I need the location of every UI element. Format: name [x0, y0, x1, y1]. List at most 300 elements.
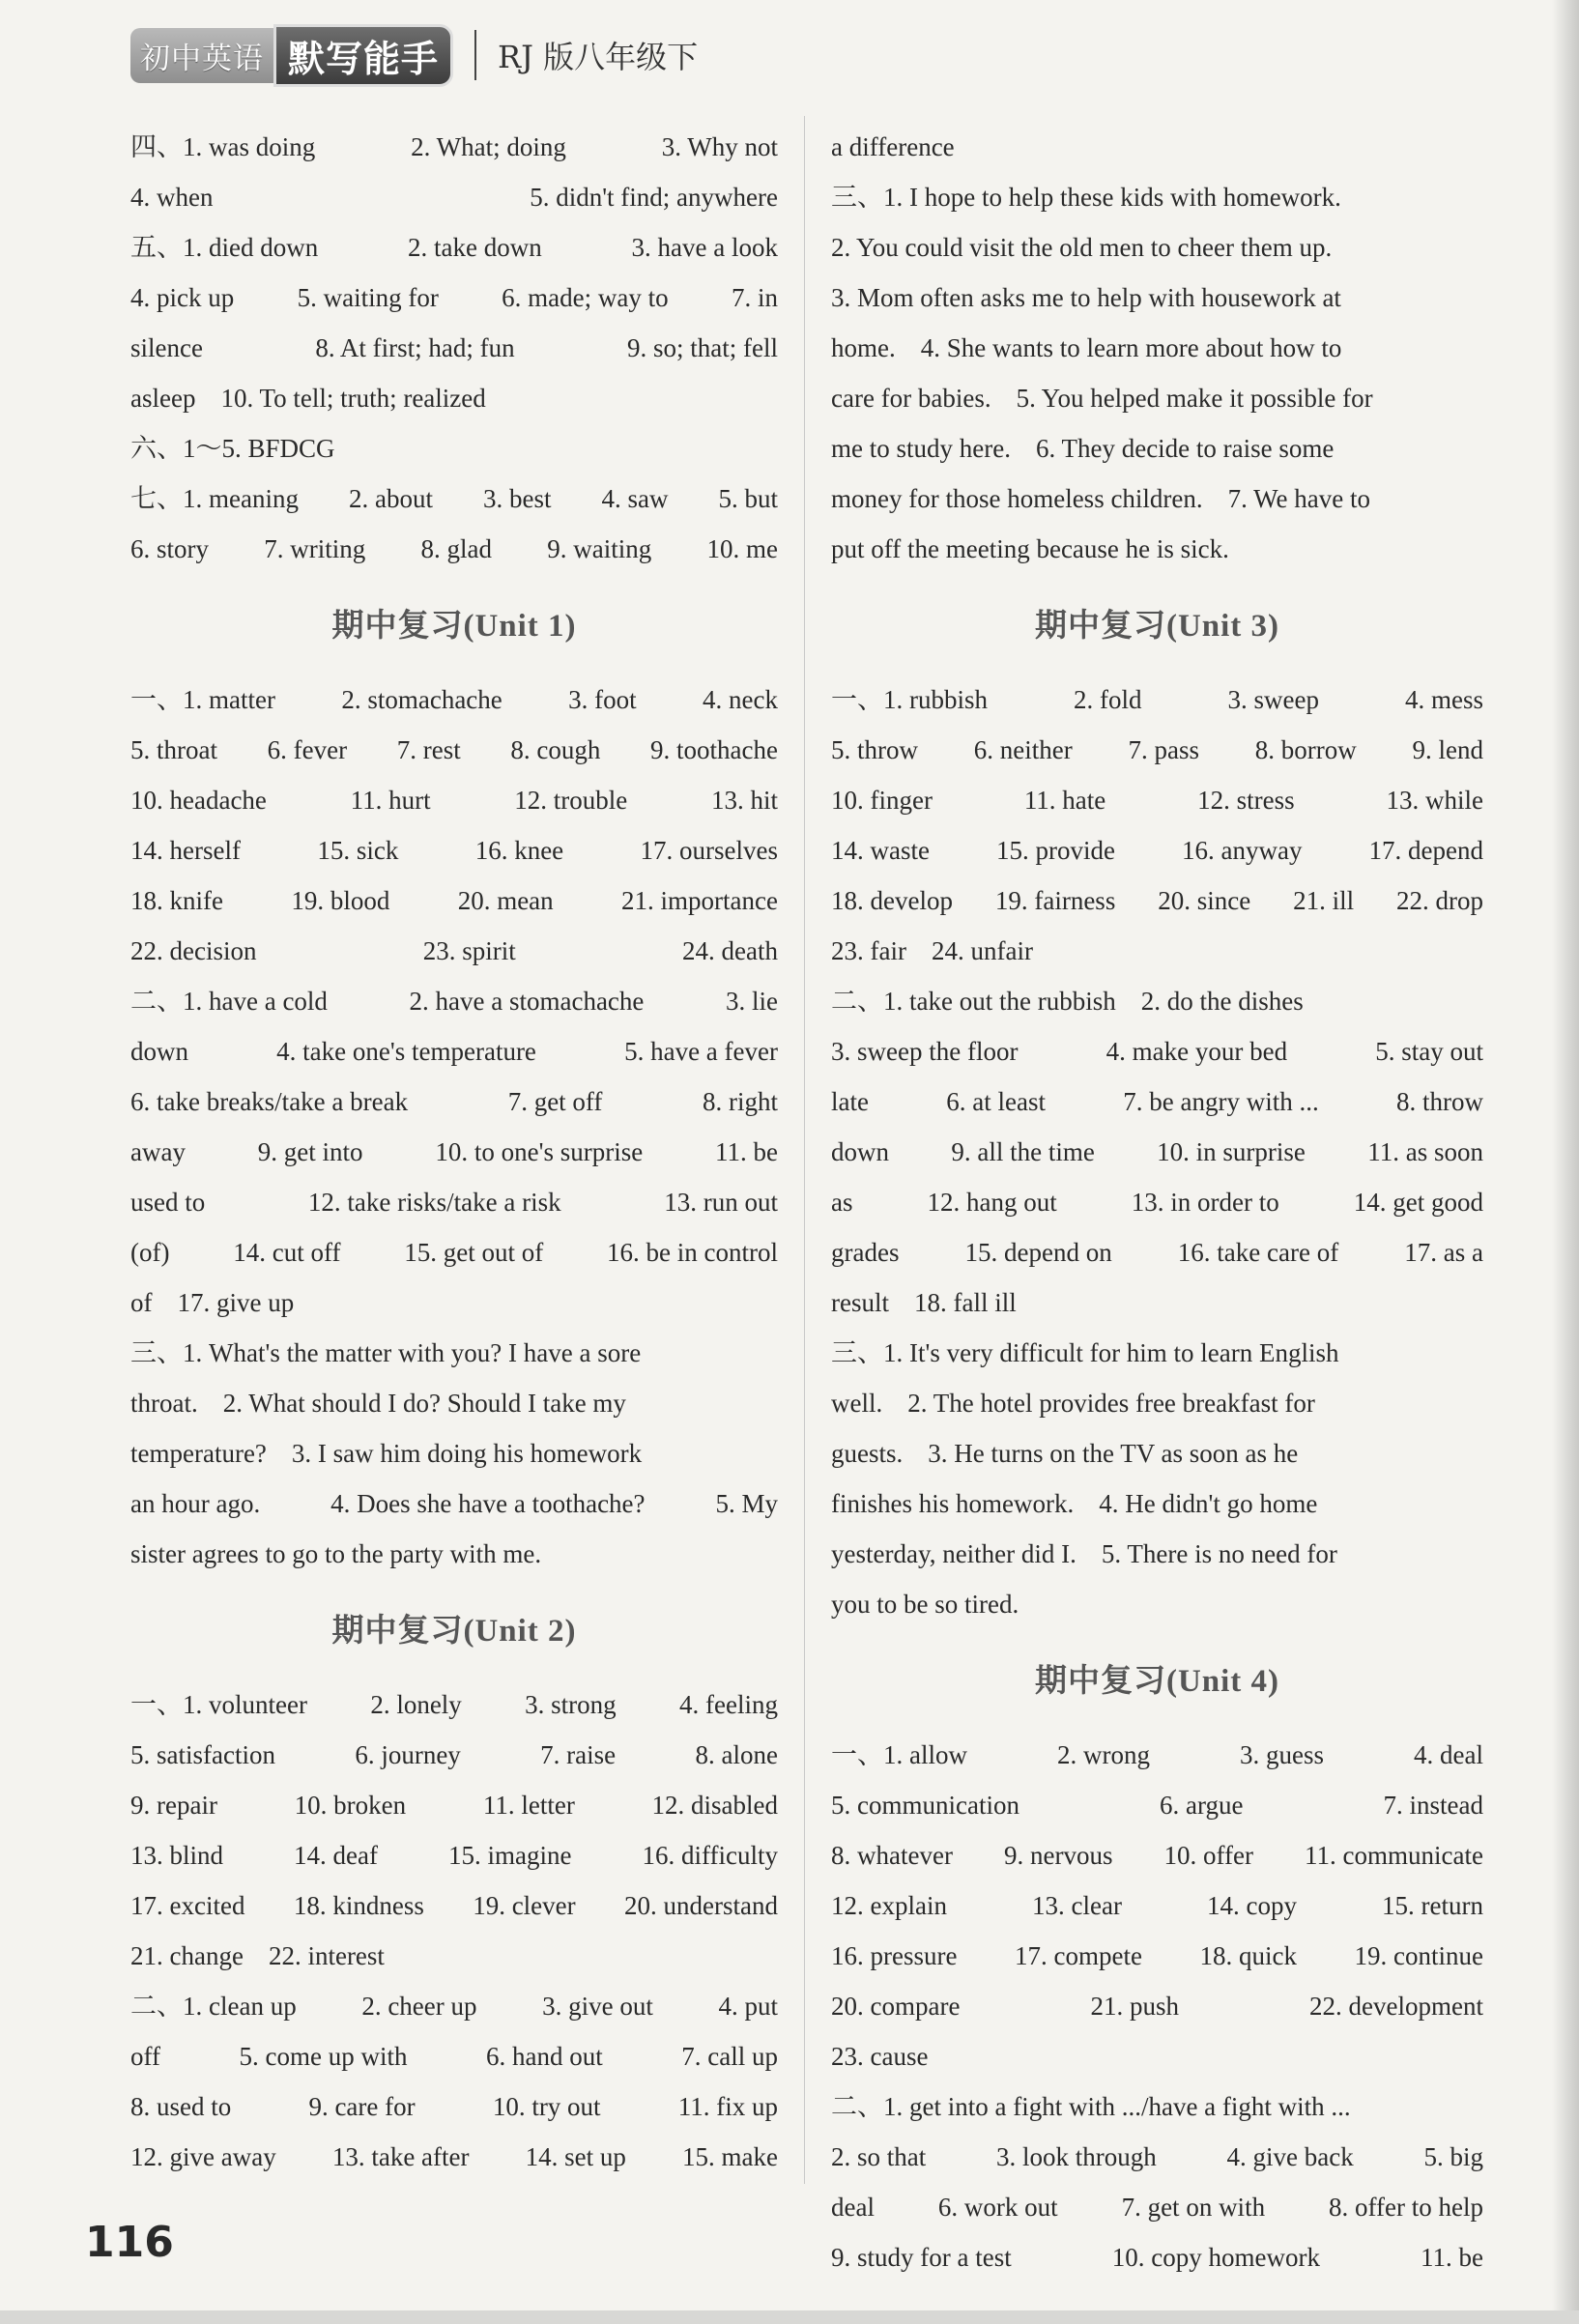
answer-line — [130, 2031, 778, 2081]
answer-item: 8. used to — [130, 2092, 232, 2121]
answer-item: 22. drop — [1395, 886, 1483, 915]
answer-line — [831, 1730, 1483, 1780]
answer-line — [130, 1679, 778, 1730]
answer-item: you to be so tired. — [831, 1590, 1019, 1619]
answer-item: 6. neither — [973, 735, 1073, 764]
answer-item: 三、1. What's the matter with you? I have a sore — [130, 1338, 642, 1367]
answer-item: 13. in order to — [1131, 1188, 1279, 1217]
answer-item: 2. so that — [831, 2142, 927, 2171]
answer-item: 5. throw — [831, 735, 918, 764]
answer-item: 22. interest — [268, 1941, 385, 1970]
answer-item: 2. The hotel provides free breakfast for — [907, 1389, 1315, 1418]
answer-line — [130, 725, 778, 775]
answer-item: 16. knee — [474, 836, 564, 865]
answer-item: 20. compare — [831, 1992, 961, 2021]
answer-line — [130, 423, 778, 473]
answer-item: 4. make your bed — [1105, 1037, 1288, 1066]
answer-item: 15. make — [682, 2142, 778, 2171]
answer-item: 18. fall ill — [914, 1288, 1017, 1317]
answer-item: down — [831, 1137, 889, 1166]
answer-item: 6. made; way to — [502, 283, 669, 312]
answer-item: 4. take one's temperature — [276, 1037, 536, 1066]
answer-line — [831, 373, 1483, 423]
answer-line — [831, 1428, 1483, 1478]
answer-item: 六、1～5. BFDCG — [130, 434, 335, 463]
answer-item: 14. set up — [525, 2142, 626, 2171]
answer-line — [130, 323, 778, 373]
answer-line — [831, 423, 1483, 473]
answer-item: 8. offer to help — [1329, 2193, 1483, 2222]
answer-item: 8. At first; had; fun — [315, 333, 515, 362]
answer-item: 9. study for a test — [831, 2243, 1012, 2272]
answer-line — [130, 875, 778, 926]
answer-item: 19. blood — [291, 886, 390, 915]
answer-item: 12. trouble — [514, 786, 628, 815]
answer-line — [831, 1529, 1483, 1579]
answer-item: 7. get on with — [1121, 2193, 1266, 2222]
answer-item: 2. about — [348, 484, 433, 513]
answer-item: 11. fix up — [677, 2092, 778, 2121]
answer-item: temperature? — [130, 1439, 267, 1468]
answer-item: 四、1. was doing — [130, 132, 316, 161]
answer-line — [831, 473, 1483, 524]
answer-item: 11. hate — [1023, 786, 1106, 815]
answer-item: 9. nervous — [1003, 1841, 1113, 1870]
answer-item: silence — [130, 333, 203, 362]
answer-item: 13. blind — [130, 1841, 224, 1870]
answer-item: 5. but — [718, 484, 778, 513]
answer-line — [130, 926, 778, 976]
answer-item: 3. look through — [996, 2142, 1157, 2171]
answer-line — [831, 2031, 1483, 2081]
answer-line — [130, 1931, 778, 1981]
answer-item: money for those homeless children. — [831, 484, 1203, 513]
answer-item: 一、1. matter — [130, 685, 275, 714]
answer-item: guests. — [831, 1439, 904, 1468]
answer-line — [130, 825, 778, 875]
answer-line — [831, 1328, 1483, 1378]
answer-item: 15. imagine — [448, 1841, 572, 1870]
answer-item: 5. You helped make it possible for — [1016, 384, 1373, 413]
answer-item: 7. raise — [540, 1740, 617, 1769]
page-edge-shadow — [1552, 0, 1579, 2324]
answer-item: 13. clear — [1032, 1891, 1122, 1920]
answer-line — [130, 1127, 778, 1177]
answer-line — [130, 1177, 778, 1227]
series-subject: 初中英语 — [130, 28, 273, 83]
answer-item: 22. decision — [130, 936, 257, 965]
answer-item: 18. knife — [130, 886, 223, 915]
heading-unit-2: 期中复习(Unit 2) — [331, 1614, 577, 1649]
answer-line — [831, 2232, 1483, 2282]
answer-item: used to — [130, 1188, 206, 1217]
answer-item: 16. difficulty — [642, 1841, 778, 1870]
answer-line — [130, 1428, 778, 1478]
answer-item: 9. waiting — [547, 534, 652, 563]
answer-item: 17. depend — [1368, 836, 1483, 865]
answer-item: well. — [831, 1389, 883, 1418]
answer-item: 4. deal — [1414, 1740, 1483, 1769]
section-unit-4 — [831, 1730, 1483, 2282]
header-divider — [474, 30, 476, 80]
answer-item: 4. pick up — [130, 283, 235, 312]
answer-item: 16. pressure — [831, 1941, 958, 1970]
answer-item: 15. sick — [317, 836, 399, 865]
answer-line — [130, 976, 778, 1026]
answer-item: 12. give away — [130, 2142, 276, 2171]
answer-line — [130, 1478, 778, 1529]
answer-item: 6. story — [130, 534, 209, 563]
answer-item: 7. get off — [507, 1087, 603, 1116]
answer-item: 三、1. It's very difficult for him to learn English — [831, 1338, 1339, 1367]
answer-line — [130, 473, 778, 524]
answer-item: 4. mess — [1404, 685, 1483, 714]
answer-item: 12. take risks/take a risk — [307, 1188, 561, 1217]
answer-line — [831, 1830, 1483, 1880]
answer-item: 7. be angry with ... — [1123, 1087, 1319, 1116]
answer-item: 5. waiting for — [297, 283, 439, 312]
answer-line — [831, 1981, 1483, 2031]
answer-item: 10. To tell; truth; realized — [220, 384, 486, 413]
answer-item: 5. have a fever — [624, 1037, 778, 1066]
answer-line — [130, 273, 778, 323]
answer-item: 17. excited — [130, 1891, 245, 1920]
answer-item: 13. while — [1386, 786, 1483, 815]
answer-item: 20. since — [1158, 886, 1251, 915]
answer-item: 9. so; that; fell — [627, 333, 778, 362]
answer-item: 11. as soon — [1367, 1137, 1483, 1166]
answer-item: 6. journey — [355, 1740, 461, 1769]
answer-item: 7. instead — [1383, 1791, 1483, 1820]
answer-item: 二、1. clean up — [130, 1992, 297, 2021]
answer-item: 3. best — [482, 484, 552, 513]
answer-item: 21. push — [1090, 1992, 1179, 2021]
answer-item: 15. return — [1382, 1891, 1483, 1920]
answer-item: 2. What; doing — [411, 132, 566, 161]
answer-item: 18. quick — [1199, 1941, 1297, 1970]
answer-item: 7. in — [731, 283, 778, 312]
answer-item: throat. — [130, 1389, 198, 1418]
answer-line — [831, 1880, 1483, 1931]
answer-item: 9. lend — [1412, 735, 1483, 764]
answer-item: 4. saw — [601, 484, 669, 513]
answer-item: result — [831, 1288, 889, 1317]
answer-line — [831, 2132, 1483, 2182]
answer-item: 3. Why not — [661, 132, 778, 161]
section-intro-right — [831, 122, 1483, 574]
answer-item: 4. when — [130, 183, 214, 212]
answer-item: 4. She wants to learn more about how to — [920, 333, 1342, 362]
answer-item: 2. You could visit the old men to cheer them up. — [831, 233, 1333, 262]
answer-line — [130, 1730, 778, 1780]
answer-item: an hour ago. — [130, 1489, 261, 1518]
page-header — [130, 21, 698, 89]
answer-line — [130, 1026, 778, 1076]
answer-item: 23. fair — [831, 936, 906, 965]
answer-line — [130, 1277, 778, 1328]
answer-item: finishes his homework. — [831, 1489, 1075, 1518]
answer-line — [831, 2081, 1483, 2132]
answer-item: 2. wrong — [1057, 1740, 1150, 1769]
answer-item: 10. copy homework — [1111, 2243, 1320, 2272]
section-unit-3 — [831, 674, 1483, 1629]
answer-line — [130, 2081, 778, 2132]
answer-line — [130, 1981, 778, 2031]
answer-item: 22. development — [1309, 1992, 1483, 2021]
answer-line — [831, 273, 1483, 323]
answer-item: 6. work out — [937, 2193, 1058, 2222]
answer-item: 10. try out — [492, 2092, 601, 2121]
answer-item: 7. writing — [264, 534, 366, 563]
answer-item: yesterday, neither did I. — [831, 1539, 1077, 1568]
answer-line — [831, 825, 1483, 875]
answer-item: 10. headache — [130, 786, 267, 815]
answer-item: 6. fever — [267, 735, 348, 764]
answer-item: 4. give back — [1226, 2142, 1354, 2171]
answer-line — [130, 122, 778, 172]
answer-line — [831, 2182, 1483, 2232]
answer-item: home. — [831, 333, 896, 362]
answer-item: 10. in surprise — [1157, 1137, 1306, 1166]
answer-item: 13. hit — [710, 786, 778, 815]
answer-line — [831, 1127, 1483, 1177]
answer-item: 13. take after — [331, 2142, 470, 2171]
answer-line — [831, 674, 1483, 725]
answer-item: 18. develop — [831, 886, 953, 915]
section-unit-1 — [130, 674, 778, 1579]
answer-item: 19. continue — [1354, 1941, 1483, 1970]
answer-item: 3. lie — [725, 987, 778, 1016]
answer-item: 3. I saw him doing his homework — [291, 1439, 643, 1468]
answer-item: 14. get good — [1353, 1188, 1483, 1217]
answer-line — [831, 976, 1483, 1026]
answer-item: 5. throat — [130, 735, 217, 764]
answer-item: me to study here. — [831, 434, 1011, 463]
answer-item: 19. clever — [473, 1891, 576, 1920]
answer-line — [130, 775, 778, 825]
answer-line — [831, 172, 1483, 222]
answer-item: 2. have a stomachache — [409, 987, 645, 1016]
answer-item: 24. unfair — [931, 936, 1033, 965]
answer-item: 3. guess — [1240, 1740, 1324, 1769]
answer-item: 10. offer — [1163, 1841, 1253, 1870]
answer-item: 14. herself — [130, 836, 241, 865]
answer-item: 11. be — [1421, 2243, 1483, 2272]
answer-item: 17. as a — [1404, 1238, 1483, 1267]
answer-line — [130, 1529, 778, 1579]
answer-item: away — [130, 1137, 186, 1166]
answer-item: off — [130, 2042, 160, 2071]
answer-item: 4. neck — [703, 685, 778, 714]
answer-line — [130, 1076, 778, 1127]
answer-item: 21. ill — [1293, 886, 1355, 915]
answer-item: as — [831, 1188, 853, 1217]
answer-item: 2. fold — [1074, 685, 1142, 714]
answer-item: put off the meeting because he is sick. — [831, 534, 1229, 563]
answer-line — [831, 323, 1483, 373]
answer-line — [130, 1227, 778, 1277]
answer-item: 8. borrow — [1254, 735, 1357, 764]
answer-item: 15. depend on — [964, 1238, 1112, 1267]
answer-line — [831, 875, 1483, 926]
answer-item: 24. death — [682, 936, 778, 965]
answer-item: late — [831, 1087, 869, 1116]
answer-line — [130, 1378, 778, 1428]
answer-item: 9. care for — [308, 2092, 416, 2121]
answer-item: 15. get out of — [404, 1238, 544, 1267]
column-divider — [804, 116, 805, 2184]
answer-item: 二、1. take out the rubbish — [831, 987, 1116, 1016]
answer-line — [831, 1579, 1483, 1629]
answer-item: 3. sweep — [1227, 685, 1319, 714]
answer-line — [130, 2132, 778, 2182]
answer-item: down — [130, 1037, 188, 1066]
answer-item: 2. lonely — [370, 1690, 462, 1719]
answer-item: 三、1. I hope to help these kids with homework. — [831, 183, 1341, 212]
answer-item: 五、1. died down — [130, 233, 319, 262]
series-title: 默写能手 — [273, 24, 453, 87]
answer-item: 7. call up — [681, 2042, 778, 2071]
answer-item: 13. run out — [664, 1188, 778, 1217]
answer-item: 5. My — [715, 1489, 778, 1518]
answer-item: 14. cut off — [233, 1238, 341, 1267]
heading-unit-4: 期中复习(Unit 4) — [1034, 1664, 1280, 1699]
answer-item: 21. change — [130, 1941, 244, 1970]
answer-item: 5. satisfaction — [130, 1740, 275, 1769]
answer-item: 11. hurt — [350, 786, 431, 815]
answer-line — [831, 926, 1483, 976]
answer-item: deal — [831, 2193, 875, 2222]
answer-line — [831, 1177, 1483, 1227]
answer-item: 12. stress — [1197, 786, 1295, 815]
answer-item: 3. He turns on the TV as soon as he — [928, 1439, 1299, 1468]
answer-item: 5. didn't find; anywhere — [530, 183, 778, 212]
answer-item: 10. broken — [294, 1791, 407, 1820]
answer-item: 3. foot — [568, 685, 637, 714]
answer-item: 18. kindness — [293, 1891, 424, 1920]
answer-item: 6. hand out — [485, 2042, 603, 2071]
answer-item: care for babies. — [831, 384, 991, 413]
answer-item: 10. me — [706, 534, 778, 563]
right-column — [831, 122, 1483, 2282]
answer-item: grades — [831, 1238, 900, 1267]
answer-item: 二、1. get into a fight with .../have a fight with ... — [831, 2092, 1351, 2121]
answer-line — [831, 1026, 1483, 1076]
answer-item: 11. be — [715, 1137, 778, 1166]
answer-item: 一、1. volunteer — [130, 1690, 307, 1719]
answer-line — [831, 1277, 1483, 1328]
answer-item: 12. disabled — [651, 1791, 778, 1820]
answer-line — [831, 1780, 1483, 1830]
answer-item: a difference — [831, 132, 955, 161]
answer-item: 4. He didn't go home — [1099, 1489, 1318, 1518]
answer-item: 15. provide — [996, 836, 1115, 865]
answer-item: 17. ourselves — [640, 836, 778, 865]
answer-item: 二、1. have a cold — [130, 987, 328, 1016]
answer-line — [130, 373, 778, 423]
answer-item: 2. take down — [408, 233, 542, 262]
answer-item: 7. We have to — [1227, 484, 1370, 513]
answer-item: 6. take breaks/take a break — [130, 1087, 409, 1116]
answer-item: 20. understand — [624, 1891, 778, 1920]
answer-item: 8. right — [703, 1087, 778, 1116]
answer-item: 9. get into — [257, 1137, 363, 1166]
answer-item: 20. mean — [457, 886, 554, 915]
answer-item: 14. deaf — [294, 1841, 378, 1870]
answer-item: 一、1. rubbish — [831, 685, 988, 714]
answer-item: 7. pass — [1128, 735, 1199, 764]
answer-item: 3. give out — [542, 1992, 653, 2021]
answer-item: 17. compete — [1014, 1941, 1142, 1970]
answer-item: 9. repair — [130, 1791, 217, 1820]
answer-line — [130, 674, 778, 725]
answer-line — [831, 122, 1483, 172]
answer-item: 19. fairness — [994, 886, 1116, 915]
answer-line — [831, 1478, 1483, 1529]
answer-line — [831, 775, 1483, 825]
left-column — [130, 122, 778, 2182]
series-logo — [130, 26, 453, 84]
answer-item: 10. to one's surprise — [435, 1137, 644, 1166]
answer-item: 2. do the dishes — [1140, 987, 1304, 1016]
answer-item: 6. They decide to raise some — [1035, 434, 1335, 463]
answer-line — [831, 1931, 1483, 1981]
answer-item: 4. feeling — [679, 1690, 778, 1719]
answer-item: 9. all the time — [951, 1137, 1095, 1166]
answer-item: 8. alone — [695, 1740, 778, 1769]
answer-line — [130, 1328, 778, 1378]
answer-item: 10. finger — [831, 786, 933, 815]
answer-line — [831, 1076, 1483, 1127]
answer-item: 2. cheer up — [361, 1992, 477, 2021]
answer-item: 6. at least — [946, 1087, 1046, 1116]
answer-item: 5. come up with — [239, 2042, 408, 2071]
answer-item: asleep — [130, 384, 196, 413]
answer-item: of — [130, 1288, 153, 1317]
answer-item: 8. glad — [420, 534, 492, 563]
answer-line — [831, 725, 1483, 775]
answer-item: 9. toothache — [650, 735, 778, 764]
answer-item: 8. whatever — [831, 1841, 953, 1870]
answer-item: 3. sweep the floor — [831, 1037, 1019, 1066]
answer-item: 4. Does she have a toothache? — [330, 1489, 646, 1518]
answer-line — [831, 1378, 1483, 1428]
answer-item: 12. explain — [831, 1891, 947, 1920]
answer-line — [130, 524, 778, 574]
answer-item: 3. Mom often asks me to help with housework at — [831, 283, 1341, 312]
answer-item: 8. throw — [1395, 1087, 1483, 1116]
answer-item: 14. copy — [1207, 1891, 1297, 1920]
answer-line — [130, 1780, 778, 1830]
answer-line — [130, 172, 778, 222]
page-number: 116 — [85, 2218, 174, 2267]
answer-item: 23. spirit — [422, 936, 516, 965]
answer-item: 23. cause — [831, 2042, 929, 2071]
answer-line — [130, 222, 778, 273]
answer-item: 21. importance — [621, 886, 778, 915]
answer-item: sister agrees to go to the party with me. — [130, 1539, 542, 1568]
answer-item: 16. take care of — [1177, 1238, 1339, 1267]
answer-item: 5. There is no need for — [1101, 1539, 1337, 1568]
answer-item: 4. put — [718, 1992, 778, 2021]
section-unit-2 — [130, 1679, 778, 2182]
answer-item: 一、1. allow — [831, 1740, 967, 1769]
answer-item: (of) — [130, 1238, 170, 1267]
answer-item: 5. big — [1423, 2142, 1483, 2171]
answer-item: 11. communicate — [1305, 1841, 1483, 1870]
answer-item: 5. communication — [831, 1791, 1019, 1820]
answer-item: 5. stay out — [1375, 1037, 1483, 1066]
